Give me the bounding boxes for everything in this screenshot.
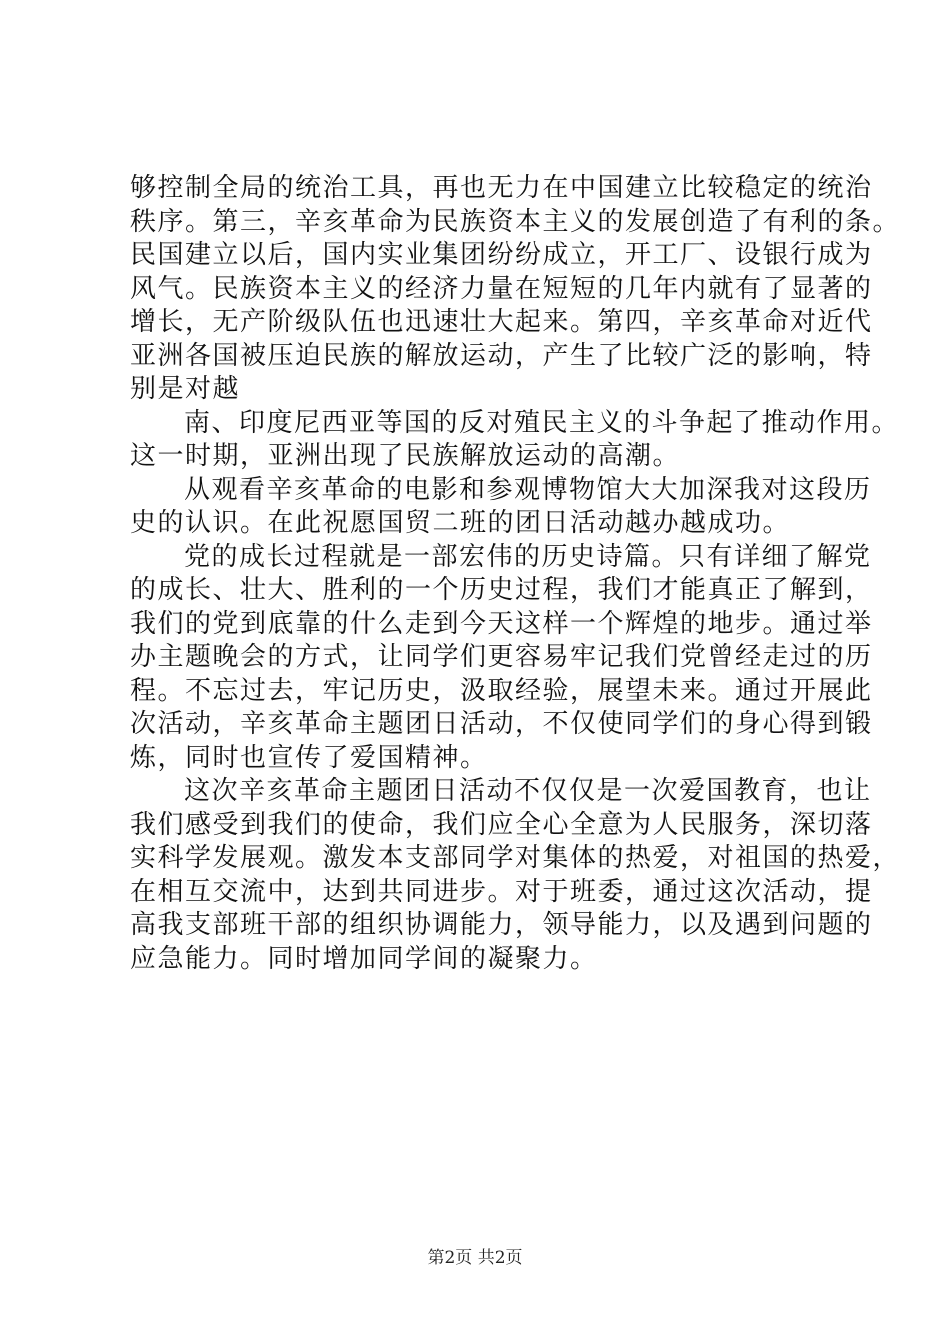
text-line: 党的成长过程就是一部宏伟的历史诗篇。只有详细了解党: [184, 541, 872, 572]
paragraph-1: [130, 172, 901, 407]
paragraph-5: [130, 775, 901, 976]
text-line: 的成长、壮大、胜利的一个历史过程，我们才能真正了解到，: [130, 575, 873, 605]
text-line: 次活动，辛亥革命主题团日活动，不仅使同学们的身心得到锻: [130, 709, 873, 739]
paragraph-3: [130, 474, 872, 541]
text-line: 亚洲各国被压迫民族的解放运动，产生了比较广泛的影响，特: [130, 340, 873, 371]
text-line: 炼，同时也宣传了爱国精神。: [130, 742, 488, 773]
text-line: 程。不忘过去，牢记历史，汲取经验，展望未来。通过开展此: [130, 675, 873, 706]
text-line: 从观看辛亥革命的电影和参观博物馆大大加深我对这段历: [184, 474, 872, 505]
text-line: 我们感受到我们的使命，我们应全心全意为人民服务，深切落: [130, 809, 873, 840]
text-line: 办主题晚会的方式，让同学们更容易牢记我们党曾经走过的历: [130, 642, 873, 672]
text-line: 秩序。第三，辛亥革命为民族资本主义的发展创造了有利的条。: [130, 206, 901, 237]
document-body: [130, 172, 901, 976]
text-line: 南、印度尼西亚等国的反对殖民主义的斗争起了推动作用。: [184, 407, 900, 438]
paragraph-4: [130, 541, 873, 776]
text-line: 这次辛亥革命主题团日活动不仅仅是一次爱国教育，也让: [184, 776, 872, 806]
text-line: 史的认识。在此祝愿国贸二班的团日活动越办越成功。: [130, 508, 791, 538]
text-line: 民国建立以后，国内实业集团纷纷成立，开工厂、设银行成为: [130, 240, 873, 270]
page-footer: 第2页 共2页: [427, 1248, 523, 1268]
text-line: 这一时期，亚洲出现了民族解放运动的高潮。: [130, 441, 681, 471]
text-line: 风气。民族资本主义的经济力量在短短的几年内就有了显著的: [130, 273, 873, 304]
text-line: 高我支部班干部的组织协调能力，领导能力，以及遇到问题的: [130, 910, 873, 940]
text-line: 实科学发展观。激发本支部同学对集体的热爱，对祖国的热爱，: [130, 843, 901, 873]
text-line: 够控制全局的统治工具，再也无力在中国建立比较稳定的统治: [130, 173, 873, 203]
text-line: 在相互交流中，达到共同进步。对于班委，通过这次活动，提: [130, 876, 873, 907]
paragraph-2: [130, 407, 900, 474]
text-line: 我们的党到底靠的什么走到今天这样一个辉煌的地步。通过举: [130, 608, 873, 639]
text-line: 增长，无产阶级队伍也迅速壮大起来。第四，辛亥革命对近代: [130, 307, 873, 337]
text-line: 应急能力。同时增加同学间的凝聚力。: [130, 943, 598, 974]
text-line: 别是对越: [130, 374, 241, 404]
